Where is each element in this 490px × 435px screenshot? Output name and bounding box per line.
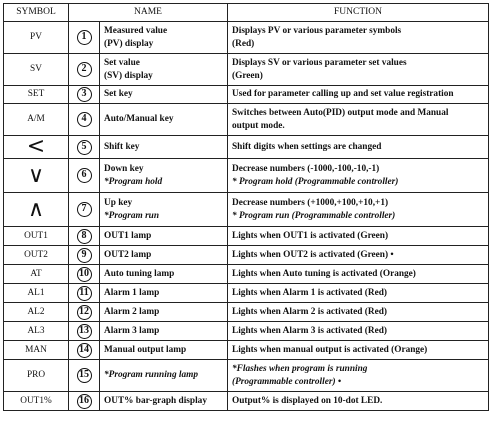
header-symbol: SYMBOL [4, 4, 69, 22]
function-line: (Green) [232, 70, 263, 81]
symbol-cell: AL2 [4, 303, 69, 322]
function-cell [228, 104, 489, 136]
name-cell: OUT2 lamp [100, 246, 228, 265]
symbol-cell: SET [4, 86, 69, 104]
function-line: Displays SV or various parameter set values [232, 57, 407, 68]
up-key-symbol: ∧ [4, 193, 69, 227]
table-row [4, 227, 489, 246]
number-cell [69, 246, 100, 265]
name-cell: Alarm 2 lamp [100, 303, 228, 322]
name-line: Measured value [104, 25, 168, 36]
name-line: Down key [104, 163, 144, 174]
function-cell [228, 54, 489, 86]
number-cell [69, 136, 100, 159]
symbol-cell: SV [4, 54, 69, 86]
circled-number: 13 [77, 324, 92, 339]
number-cell [69, 284, 100, 303]
name-line: Set value [104, 57, 140, 68]
name-line: *Program hold [104, 176, 163, 187]
symbol-cell: AL1 [4, 284, 69, 303]
number-cell [69, 193, 100, 227]
table-row [4, 341, 489, 360]
table-row [4, 265, 489, 284]
table-row [4, 54, 489, 86]
name-line: (SV) display [104, 70, 153, 81]
table-row [4, 246, 489, 265]
table-row [4, 360, 489, 392]
name-cell: OUT1 lamp [100, 227, 228, 246]
function-table [3, 3, 489, 411]
name-cell: Manual output lamp [100, 341, 228, 360]
circled-number: 10 [77, 267, 92, 282]
function-cell: Used for parameter calling up and set value registration [228, 86, 489, 104]
circled-number: 6 [77, 168, 92, 183]
name-cell: Shift key [100, 136, 228, 159]
circled-number: 7 [77, 202, 92, 217]
function-cell: Lights when OUT1 is activated (Green) [228, 227, 489, 246]
function-cell [228, 22, 489, 54]
number-cell [69, 86, 100, 104]
function-cell: Lights when Alarm 1 is activated (Red) [228, 284, 489, 303]
function-cell: Lights when Auto tuning is activated (Orange) [228, 265, 489, 284]
function-line: output mode. [232, 120, 285, 131]
circled-number: 4 [77, 112, 92, 127]
function-cell: Lights when Alarm 3 is activated (Red) [228, 322, 489, 341]
function-line: Decrease numbers (-1000,-100,-10,-1) [232, 163, 380, 174]
name-cell: Auto tuning lamp [100, 265, 228, 284]
name-cell: Alarm 1 lamp [100, 284, 228, 303]
name-cell [100, 22, 228, 54]
header-row [4, 4, 489, 22]
symbol-cell: OUT1 [4, 227, 69, 246]
function-line: * Program hold (Programmable controller) [232, 176, 399, 187]
header-name: NAME [69, 4, 228, 22]
header-function: FUNCTION [228, 4, 489, 22]
number-cell [69, 22, 100, 54]
symbol-cell: PV [4, 22, 69, 54]
name-cell: Auto/Manual key [100, 104, 228, 136]
circled-number: 14 [77, 343, 92, 358]
table-row [4, 159, 489, 193]
number-cell [69, 392, 100, 411]
name-cell [100, 193, 228, 227]
number-cell [69, 322, 100, 341]
name-cell [100, 54, 228, 86]
function-line: (Red) [232, 38, 255, 49]
number-cell [69, 54, 100, 86]
name-cell: *Program running lamp [100, 360, 228, 392]
function-line: Switches between Auto(PID) output mode and Manual [232, 107, 449, 118]
function-cell: Shift digits when settings are changed [228, 136, 489, 159]
name-line: Up key [104, 197, 133, 208]
circled-number: 2 [77, 62, 92, 77]
symbol-cell: AL3 [4, 322, 69, 341]
circled-number: 16 [77, 394, 92, 409]
circled-number: 3 [77, 87, 92, 102]
symbol-cell: MAN [4, 341, 69, 360]
table-row [4, 22, 489, 54]
function-cell [228, 360, 489, 392]
number-cell [69, 159, 100, 193]
name-line: *Program run [104, 210, 160, 221]
name-cell: OUT% bar-graph display [100, 392, 228, 411]
number-cell [69, 360, 100, 392]
shift-key-symbol: < [4, 136, 69, 159]
function-cell [228, 159, 489, 193]
table-row [4, 136, 489, 159]
function-cell: Output% is displayed on 10-dot LED. [228, 392, 489, 411]
circled-number: 15 [77, 368, 92, 383]
function-line: Decrease numbers (+1000,+100,+10,+1) [232, 197, 389, 208]
down-key-symbol: ∨ [4, 159, 69, 193]
function-cell: Lights when OUT2 is activated (Green) • [228, 246, 489, 265]
function-line: (Programmable controller) • [232, 376, 342, 387]
table-row [4, 284, 489, 303]
circled-number: 11 [77, 286, 92, 301]
function-cell: Lights when manual output is activated (Orange) [228, 341, 489, 360]
symbol-cell: A/M [4, 104, 69, 136]
name-cell: Set key [100, 86, 228, 104]
name-cell [100, 159, 228, 193]
table-row [4, 104, 489, 136]
table-row [4, 193, 489, 227]
function-line: Displays PV or various parameter symbols [232, 25, 402, 36]
table-row [4, 303, 489, 322]
number-cell [69, 227, 100, 246]
circled-number: 8 [77, 229, 92, 244]
function-line: *Flashes when program is running [232, 363, 368, 374]
number-cell [69, 303, 100, 322]
table-row [4, 86, 489, 104]
number-cell [69, 104, 100, 136]
circled-number: 5 [77, 140, 92, 155]
name-line: (PV) display [104, 38, 154, 49]
table-row [4, 392, 489, 411]
table-row [4, 322, 489, 341]
circled-number: 9 [77, 248, 92, 263]
circled-number: 1 [77, 30, 92, 45]
symbol-cell: AT [4, 265, 69, 284]
symbol-cell: OUT2 [4, 246, 69, 265]
function-cell [228, 193, 489, 227]
symbol-cell: OUT1% [4, 392, 69, 411]
function-cell: Lights when Alarm 2 is activated (Red) [228, 303, 489, 322]
symbol-cell: PRO [4, 360, 69, 392]
number-cell [69, 341, 100, 360]
number-cell [69, 265, 100, 284]
circled-number: 12 [77, 305, 92, 320]
function-line: * Program run (Programmable controller) [232, 210, 396, 221]
name-cell: Alarm 3 lamp [100, 322, 228, 341]
